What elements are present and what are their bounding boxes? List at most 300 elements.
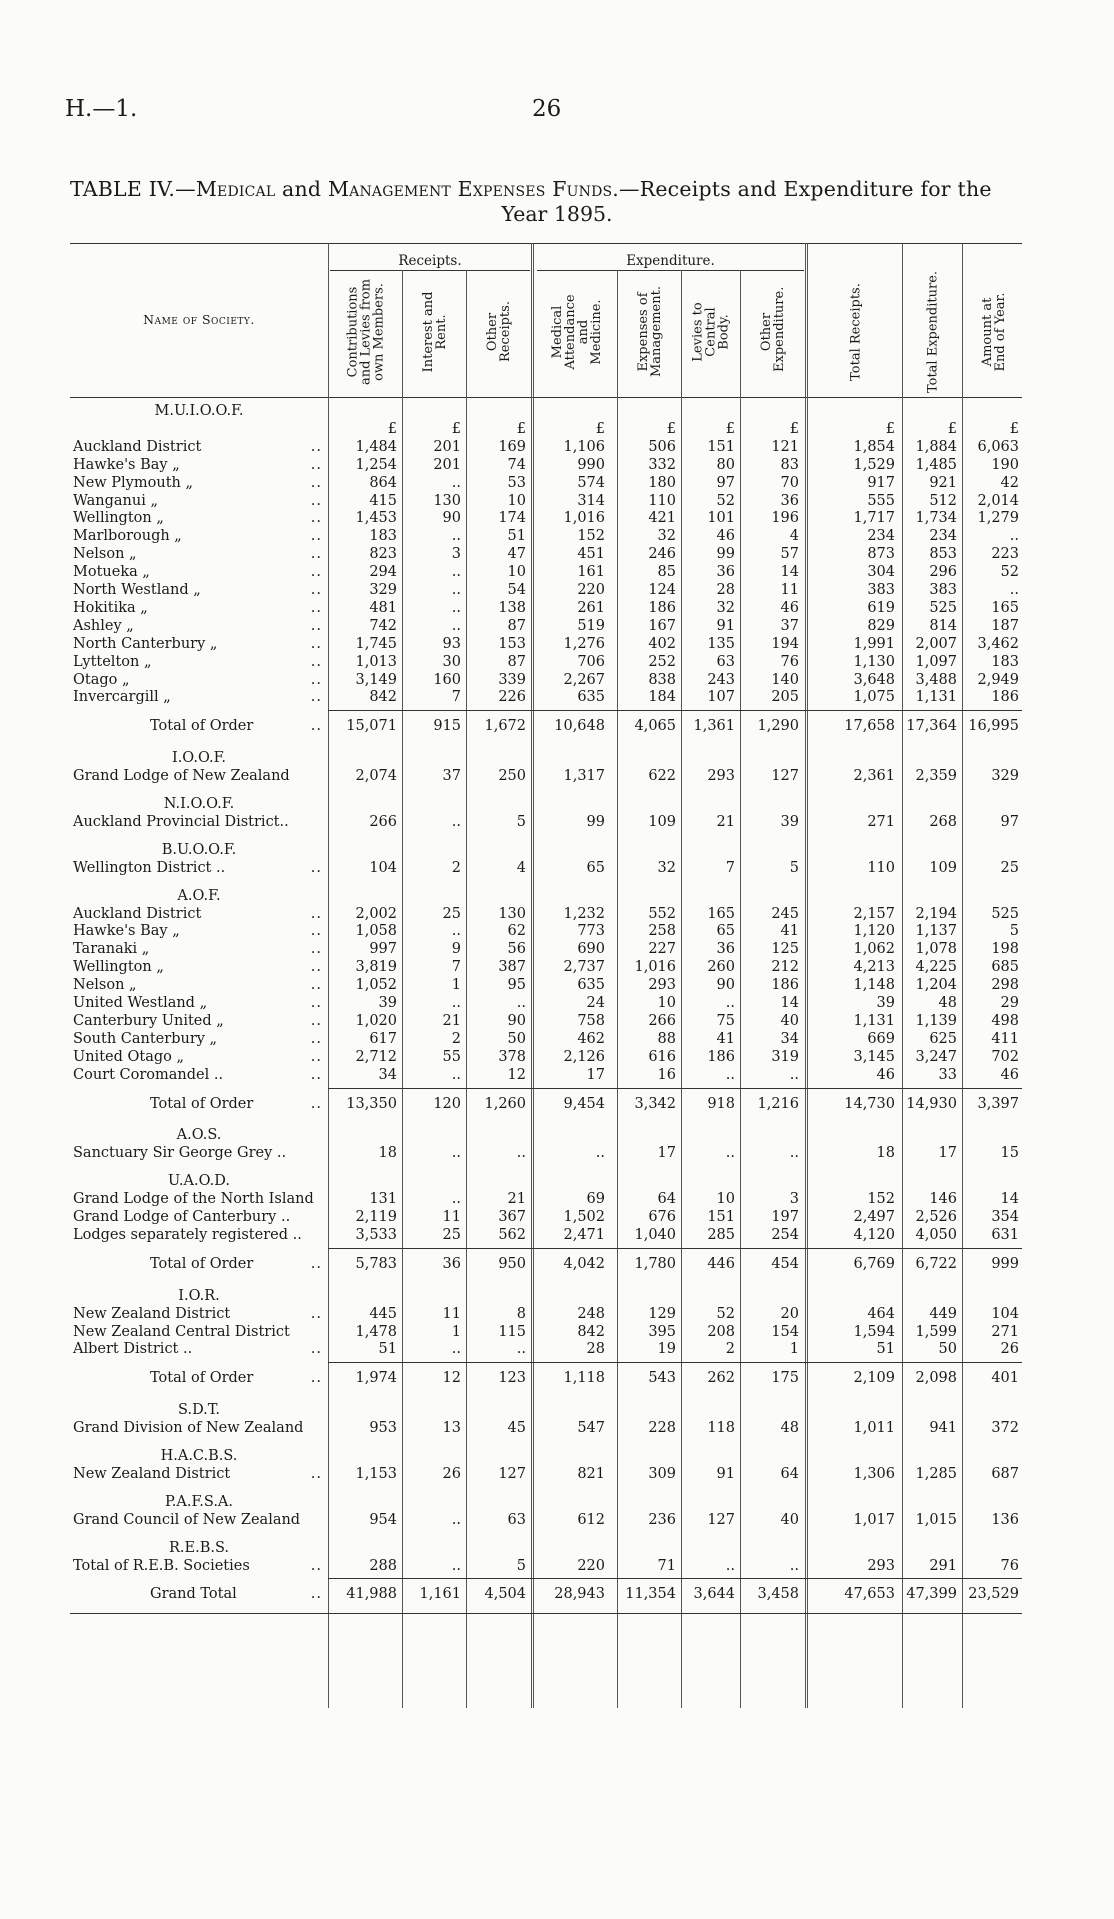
table-cell: ..: [451, 1557, 461, 1574]
table-row: [0, 1048, 1114, 1066]
table-cell: 153: [498, 635, 526, 652]
table-cell: 15: [1000, 1145, 1019, 1162]
table-cell: 9: [451, 941, 461, 958]
table-row: [0, 617, 1114, 635]
title-management: Management Expenses Funds: [327, 177, 613, 201]
table-cell: 196: [771, 510, 799, 527]
table-cell: 12: [442, 1370, 461, 1387]
table-cell: 2,712: [355, 1048, 397, 1065]
table-cell: 298: [991, 977, 1019, 994]
table-row: [0, 859, 1114, 877]
table-cell: 2,014: [977, 492, 1019, 509]
table-cell: 18: [378, 1145, 397, 1162]
row-name: U.A.O.D.: [168, 1173, 230, 1190]
table-cell: 118: [707, 1420, 735, 1437]
table-cell: 99: [716, 546, 735, 563]
col-levies-label: Levies to Central Body.: [690, 302, 732, 362]
table-cell: 4,042: [563, 1255, 605, 1272]
row-name: Hawke's Bay „: [73, 923, 180, 940]
table-cell: 69: [586, 1191, 605, 1208]
leader-dots: ..: [310, 1066, 322, 1083]
table-cell: 329: [369, 582, 397, 598]
table-cell: 1,052: [355, 977, 397, 994]
total-row: [0, 1369, 1114, 1387]
table-cell: 622: [648, 768, 676, 785]
table-cell: 165: [991, 599, 1019, 616]
table-cell: 124: [648, 582, 676, 598]
table-cell: 2,737: [563, 959, 605, 976]
table-cell: ..: [451, 813, 461, 830]
table-cell: 291: [929, 1557, 957, 1574]
table-cell: 3,342: [634, 1095, 676, 1112]
row-name: Sanctuary Sir George Grey ..: [73, 1145, 287, 1162]
table-cell: ..: [451, 564, 461, 581]
table-cell: 75: [716, 1012, 735, 1029]
table-cell: 10: [657, 995, 676, 1011]
society-group-heading: [0, 402, 1114, 420]
table-cell: 87: [507, 653, 526, 670]
table-cell: 625: [929, 1030, 957, 1047]
society-group-heading: [0, 1401, 1114, 1419]
table-cell: 293: [867, 1557, 895, 1574]
leader-dots: ..: [310, 1586, 322, 1603]
col-total-receipts-label: Total Receipts.: [848, 283, 863, 381]
table-cell: 5: [789, 859, 799, 876]
table-cell: 140: [771, 671, 799, 688]
table-cell: 90: [507, 1012, 526, 1029]
table-cell: 65: [716, 923, 735, 940]
table-cell: 24: [586, 995, 605, 1011]
table-cell: 121: [771, 438, 799, 455]
table-cell: £: [885, 420, 895, 437]
table-row: [0, 492, 1114, 510]
society-group-heading: [0, 1172, 1114, 1190]
table-cell: 296: [929, 564, 957, 581]
table-cell: 2,526: [915, 1209, 957, 1225]
table-cell: £: [516, 420, 526, 437]
table-row: [0, 1012, 1114, 1030]
leader-dots: ..: [310, 528, 322, 545]
table-cell: 1,290: [757, 718, 799, 735]
table-cell: 46: [1000, 1066, 1019, 1083]
table-cell: 208: [707, 1323, 735, 1340]
row-name: Total of Order: [150, 1095, 254, 1112]
table-cell: 415: [369, 492, 397, 509]
table-cell: ..: [725, 995, 735, 1011]
table-cell: 3,149: [355, 671, 397, 688]
table-cell: 15,071: [346, 718, 397, 735]
table-cell: 1,974: [355, 1370, 397, 1387]
table-cell: 109: [929, 859, 957, 876]
table-cell: 85: [657, 564, 676, 581]
table-cell: 462: [577, 1030, 605, 1047]
table-cell: 293: [707, 768, 735, 785]
table-title: [70, 177, 1020, 201]
row-name: R.E.B.S.: [168, 1539, 229, 1556]
table-cell: ..: [451, 1145, 461, 1162]
total-rule: [328, 1578, 1022, 1579]
table-cell: 4: [516, 859, 526, 876]
table-cell: 7: [451, 689, 461, 706]
table-cell: 1: [789, 1341, 799, 1358]
table-cell: 1,161: [419, 1586, 461, 1603]
table-row: [0, 1066, 1114, 1084]
table-cell: 37: [780, 617, 799, 634]
leader-dots: ..: [310, 977, 322, 994]
table-cell: 1,599: [915, 1323, 957, 1340]
table-cell: 10: [507, 492, 526, 509]
table-cell: 16: [657, 1066, 676, 1083]
col-medical-label: Medical Attendance and Medicine.: [550, 294, 604, 370]
table-row: [0, 671, 1114, 689]
row-name: Total of Order: [150, 1255, 254, 1272]
table-cell: 1,075: [853, 689, 895, 706]
table-row: [0, 958, 1114, 976]
table-cell: 169: [498, 438, 526, 455]
table-cell: 36: [442, 1255, 461, 1272]
table-cell: 205: [771, 689, 799, 706]
leader-dots: ..: [310, 1255, 322, 1272]
table-cell: 33: [938, 1066, 957, 1083]
leader-dots: ..: [310, 859, 322, 876]
row-name: Wellington District ..: [73, 859, 226, 876]
table-cell: 2,194: [915, 905, 957, 922]
table-cell: 198: [991, 941, 1019, 958]
table-cell: 1,011: [853, 1420, 895, 1437]
table-cell: 120: [433, 1095, 461, 1112]
table-cell: 2,002: [355, 905, 397, 922]
table-cell: 1,153: [355, 1465, 397, 1482]
table-cell: 2,109: [853, 1370, 895, 1387]
table-row: [0, 1190, 1114, 1208]
table-row: [0, 1305, 1114, 1323]
table-cell: 234: [867, 528, 895, 545]
leader-dots: ..: [310, 959, 322, 976]
row-name: Nelson „: [73, 546, 137, 563]
total-row: [0, 1585, 1114, 1603]
row-name: Invercargill „: [73, 689, 171, 706]
table-cell: 10: [716, 1191, 735, 1208]
table-cell: 8: [516, 1305, 526, 1322]
table-cell: 36: [716, 941, 735, 958]
table-cell: 190: [991, 456, 1019, 473]
table-cell: 236: [648, 1511, 676, 1528]
table-cell: 1,131: [853, 1012, 895, 1029]
leader-dots: ..: [310, 653, 322, 670]
leader-dots: ..: [310, 1095, 322, 1112]
table-row: [0, 653, 1114, 671]
table-cell: 954: [369, 1511, 397, 1528]
table-cell: 2: [451, 859, 461, 876]
leader-dots: ..: [310, 599, 322, 616]
table-cell: 12: [507, 1066, 526, 1083]
table-cell: 26: [442, 1465, 461, 1482]
table-cell: 74: [507, 456, 526, 473]
col-total-expenditure: [905, 270, 960, 394]
title-medical: Medical: [195, 177, 276, 201]
table-cell: 6,063: [977, 438, 1019, 455]
table-cell: 999: [991, 1255, 1019, 1272]
table-cell: 3,488: [915, 671, 957, 688]
total-rule: [328, 1088, 1022, 1089]
table-cell: 65: [586, 859, 605, 876]
table-cell: 1,279: [977, 510, 1019, 527]
table-cell: 127: [771, 768, 799, 785]
table-cell: ..: [789, 1066, 799, 1083]
table-cell: 36: [716, 564, 735, 581]
table-cell: 151: [707, 438, 735, 455]
table-cell: ..: [595, 1145, 605, 1162]
table-row: [0, 1511, 1114, 1529]
table-cell: 28: [716, 582, 735, 598]
table-cell: 29: [1000, 995, 1019, 1011]
table-cell: 125: [771, 941, 799, 958]
table-cell: 99: [586, 813, 605, 830]
row-name: Auckland District: [73, 905, 202, 922]
total-row: [0, 1255, 1114, 1273]
table-cell: 40: [780, 1012, 799, 1029]
table-cell: 293: [648, 977, 676, 994]
table-cell: 332: [648, 456, 676, 473]
table-cell: 838: [648, 671, 676, 688]
table-cell: 1,130: [853, 653, 895, 670]
society-group-heading: [0, 1493, 1114, 1511]
table-cell: 64: [780, 1465, 799, 1482]
table-cell: 451: [577, 546, 605, 563]
table-cell: 3,533: [355, 1226, 397, 1243]
table-cell: 3: [789, 1191, 799, 1208]
table-row: [0, 1557, 1114, 1575]
table-cell: 17: [938, 1145, 957, 1162]
table-cell: 525: [991, 905, 1019, 922]
table-row: [0, 456, 1114, 474]
table-cell: ..: [789, 1557, 799, 1574]
table-row: [0, 635, 1114, 653]
table-cell: 1,058: [355, 923, 397, 940]
table-cell: 104: [991, 1305, 1019, 1322]
table-cell: 57: [780, 546, 799, 563]
table-cell: ..: [451, 528, 461, 545]
table-top-rule: [70, 243, 1022, 244]
table-cell: 616: [648, 1048, 676, 1065]
society-group-heading: [0, 1287, 1114, 1305]
table-cell: 3,397: [977, 1095, 1019, 1112]
table-cell: 519: [577, 617, 605, 634]
leader-dots: ..: [310, 941, 322, 958]
table-cell: 39: [378, 995, 397, 1011]
row-name: Court Coromandel ..: [73, 1066, 224, 1083]
table-cell: 294: [369, 564, 397, 581]
title-prefix: TABLE IV.—: [70, 177, 196, 201]
table-cell: 20: [780, 1305, 799, 1322]
table-row: [0, 563, 1114, 581]
col-total-expenditure-label: Total Expenditure.: [925, 270, 940, 394]
table-cell: £: [451, 420, 461, 437]
table-cell: 19: [657, 1341, 676, 1358]
table-cell: ..: [725, 1557, 735, 1574]
row-name: M.U.I.O.O.F.: [154, 403, 244, 419]
row-name: Grand Division of New Zealand: [73, 1420, 304, 1437]
total-rule: [328, 1248, 1022, 1249]
table-cell: 184: [648, 689, 676, 706]
table-cell: 183: [991, 653, 1019, 670]
table-cell: 52: [716, 492, 735, 509]
table-cell: 47,399: [906, 1586, 957, 1603]
table-cell: 42: [1000, 474, 1019, 491]
table-cell: 32: [657, 859, 676, 876]
table-cell: 446: [707, 1255, 735, 1272]
table-cell: 372: [991, 1420, 1019, 1437]
table-cell: ..: [451, 582, 461, 598]
row-name: Grand Lodge of New Zealand: [73, 768, 290, 785]
table-cell: 1,884: [915, 438, 957, 455]
table-cell: 464: [867, 1305, 895, 1322]
table-cell: 387: [498, 959, 526, 976]
header-bottom-rule: [70, 397, 1022, 398]
table-cell: 227: [648, 941, 676, 958]
table-cell: 454: [771, 1255, 799, 1272]
title-suffix: .—Receipts and Expenditure for the: [612, 177, 992, 201]
table-cell: 562: [498, 1226, 526, 1243]
table-cell: 1,013: [355, 653, 397, 670]
table-cell: 3,644: [693, 1586, 735, 1603]
table-cell: 52: [716, 1305, 735, 1322]
table-cell: 87: [507, 617, 526, 634]
table-cell: ..: [516, 1145, 526, 1162]
row-name: H.A.C.B.S.: [160, 1448, 238, 1464]
row-name: Taranaki „: [73, 941, 150, 958]
table-cell: 1,453: [355, 510, 397, 527]
table-cell: 254: [771, 1226, 799, 1243]
table-cell: 2,074: [355, 768, 397, 785]
row-name: Grand Total: [150, 1586, 237, 1603]
table-cell: £: [789, 420, 799, 437]
table-cell: 915: [433, 718, 461, 735]
table-cell: ..: [516, 995, 526, 1011]
table-cell: 109: [648, 813, 676, 830]
table-cell: 50: [507, 1030, 526, 1047]
table-cell: £: [666, 420, 676, 437]
table-cell: 685: [991, 959, 1019, 976]
table-cell: 34: [378, 1066, 397, 1083]
table-cell: ..: [451, 923, 461, 940]
page-reference: H.—1.: [65, 96, 138, 122]
table-cell: 814: [929, 617, 957, 634]
society-group-heading: [0, 1126, 1114, 1144]
table-cell: 5: [516, 813, 526, 830]
table-cell: 45: [507, 1420, 526, 1437]
table-cell: 690: [577, 941, 605, 958]
row-name: Nelson „: [73, 977, 137, 994]
table-cell: 1,016: [634, 959, 676, 976]
table-cell: 201: [433, 438, 461, 455]
row-name: S.D.T.: [178, 1402, 220, 1419]
table-cell: 46: [716, 528, 735, 545]
table-cell: 525: [929, 599, 957, 616]
col-contributions-label: Contributions and Levies from own Members.: [345, 278, 387, 386]
table-cell: 51: [507, 528, 526, 545]
table-row: [0, 509, 1114, 527]
table-cell: 309: [648, 1465, 676, 1482]
society-group-heading: [0, 1539, 1114, 1557]
table-cell: 339: [498, 671, 526, 688]
table-cell: 52: [1000, 564, 1019, 581]
table-cell: 39: [876, 995, 895, 1011]
table-cell: 1,484: [355, 438, 397, 455]
table-cell: 250: [498, 768, 526, 785]
table-cell: 3,458: [757, 1586, 799, 1603]
table-cell: 135: [707, 635, 735, 652]
table-cell: 167: [648, 617, 676, 634]
table-cell: 180: [648, 474, 676, 491]
table-cell: 25: [442, 1226, 461, 1243]
row-name: Total of Order: [150, 1370, 254, 1387]
table-cell: 449: [929, 1305, 957, 1322]
table-cell: 93: [442, 635, 461, 652]
table-cell: 11: [780, 582, 799, 598]
leader-dots: ..: [310, 438, 322, 455]
col-contributions: [330, 270, 402, 394]
table-cell: 4,213: [853, 959, 895, 976]
table-cell: 146: [929, 1191, 957, 1208]
table-cell: 25: [1000, 859, 1019, 876]
table-cell: 3: [451, 546, 461, 563]
table-cell: 401: [991, 1370, 1019, 1387]
table-cell: 64: [657, 1191, 676, 1208]
table-cell: £: [387, 420, 397, 437]
table-cell: 676: [648, 1209, 676, 1225]
table-row: [0, 922, 1114, 940]
table-row: [0, 813, 1114, 831]
table-row: [0, 545, 1114, 563]
table-cell: ..: [1009, 528, 1019, 545]
table-cell: 1,285: [915, 1465, 957, 1482]
table-cell: 1,478: [355, 1323, 397, 1340]
table-cell: 17: [586, 1066, 605, 1083]
table-cell: 635: [577, 689, 605, 706]
col-other-receipts-label: Other Receipts.: [484, 301, 513, 362]
table-cell: 47: [507, 546, 526, 563]
table-cell: 97: [716, 474, 735, 491]
table-cell: 183: [369, 528, 397, 545]
table-cell: 1,734: [915, 510, 957, 527]
table-cell: ..: [725, 1145, 735, 1162]
table-cell: 266: [648, 1012, 676, 1029]
title-and: and: [275, 177, 328, 201]
table-cell: 51: [378, 1341, 397, 1358]
table-cell: 212: [771, 959, 799, 976]
table-cell: 243: [707, 671, 735, 688]
row-name: Lyttelton „: [73, 653, 152, 670]
table-cell: 41: [716, 1030, 735, 1047]
leader-dots: ..: [310, 1030, 322, 1047]
total-row: [0, 1095, 1114, 1113]
col-interest-label: Interest and Rent.: [420, 291, 449, 373]
col-levies: [682, 270, 740, 394]
table-cell: ..: [451, 1341, 461, 1358]
leader-dots: ..: [310, 617, 322, 634]
table-cell: 46: [876, 1066, 895, 1083]
table-cell: 25: [442, 905, 461, 922]
leader-dots: ..: [310, 671, 322, 688]
col-other-receipts: [467, 270, 530, 394]
table-cell: 1,106: [563, 438, 605, 455]
table-cell: 1,118: [563, 1370, 605, 1387]
table-cell: 4,225: [915, 959, 957, 976]
table-cell: 1,137: [915, 923, 957, 940]
table-cell: 319: [771, 1048, 799, 1065]
row-name: Albert District ..: [73, 1341, 193, 1358]
